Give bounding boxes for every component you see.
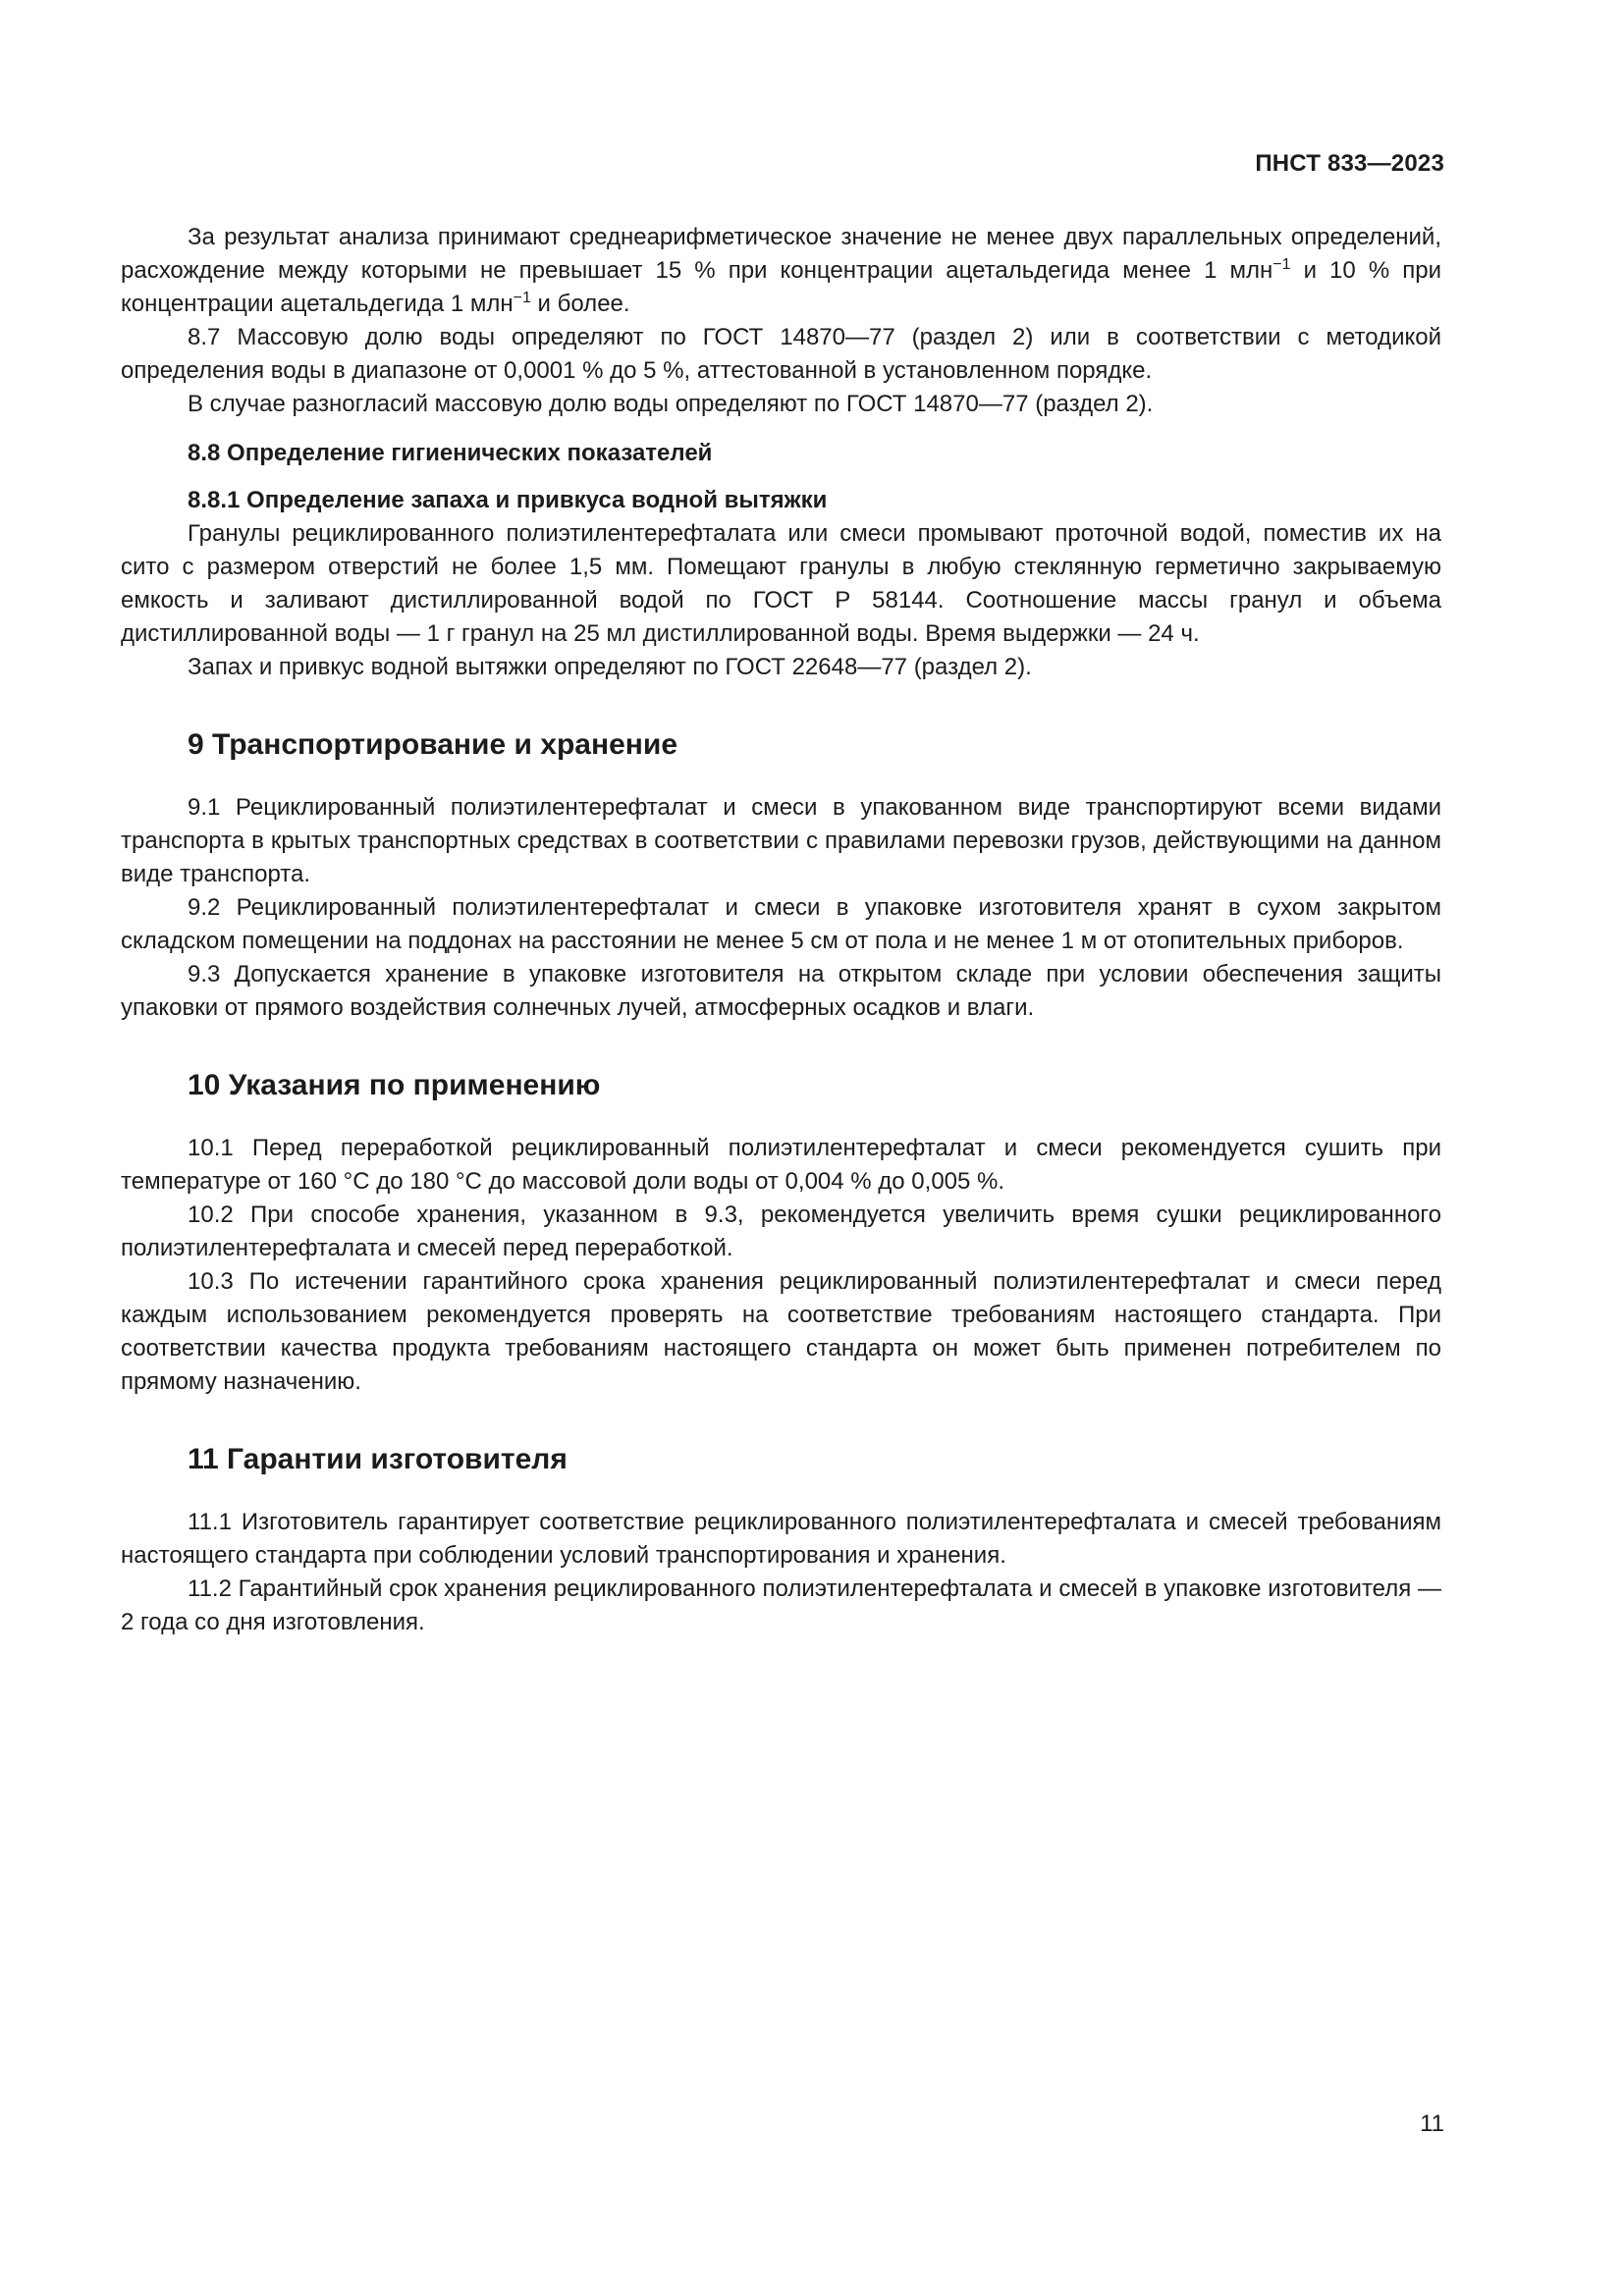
subsection-heading-8-8-1: 8.8.1 Определение запаха и привкуса водной вытяжки [188,487,828,513]
paragraph-10-1: 10.1 Перед переработкой рециклированный полиэтилентерефталат и смеси рекомендуется сушить при температуре от 160 °С до 180 °С до массовой доли воды от 0,004 % до 0,005 %. [121,1135,1441,1195]
paragraph-8-8-1-odor: Запах и привкус водной вытяжки определяют по ГОСТ 22648—77 (раздел 2). [188,654,1032,680]
paragraph-10-3: 10.3 По истечении гарантийного срока хранения рециклированный полиэтилентерефталат и смеси перед каждым использованием рекомендуется проверять на соответствие требованиям настоящего стандарта. При соответствии качества продукта требованиям настоящего стандарта он может быть применен потребителем по прямому назначению. [121,1268,1441,1395]
section-heading-9: 9 Транспортирование и хранение [188,728,678,761]
paragraph-analysis-result: За результат анализа принимают среднеарифметическое значение не менее двух параллельных определений, расхождение между которыми не превышает 15 % при концентрации ацетальдегида менее 1 млн$^{-1}$ и 10 % при концентрации ацетальдегида 1 млн$^{-1}$ и более. [121,224,1441,317]
section-heading-11: 11 Гарантии изготовителя [188,1443,568,1475]
paragraph-8-8-1: Гранулы рециклированного полиэтилентерефталата или смеси промывают проточной водой, поместив их на сито с размером отверстий не более 1,5 мм. Помещают гранулы в любую стеклянную герметично закрываемую емкость и заливают дистиллированной водой по ГОСТ Р 58144. Соотношение массы гранул и объема дистиллированной воды — 1 г гранул на 25 мл дистиллированной воды. Время выдержки — 24 ч. [121,520,1441,647]
subsection-heading-8-8: 8.8 Определение гигиенических показателей [188,440,713,466]
superscript: −1 [1272,256,1291,273]
paragraph-11-2: 11.2 Гарантийный срок хранения рециклированного полиэтилентерефталата и смесей в упаковке изготовителя — 2 года со дня изготовления. [121,1575,1441,1635]
page-content [121,221,1441,1639]
paragraph-8-7-disagreement: В случае разногласий массовую долю воды определяют по ГОСТ 14870—77 (раздел 2). [188,391,1154,417]
paragraph-11-1: 11.1 Изготовитель гарантирует соответствие рециклированного полиэтилентерефталата и смесей требованиям настоящего стандарта при соблюдении условий транспортирования и хранения. [121,1509,1441,1569]
section-heading-10: 10 Указания по применению [188,1069,601,1101]
superscript: −1 [513,290,531,306]
paragraph-9-1: 9.1 Рециклированный полиэтилентерефталат и смеси в упакованном виде транспортируют всеми видами транспорта в крытых транспортных средствах в соответствии с правилами перевозки грузов, действующими на данном виде транспорта. [121,794,1441,887]
paragraph-10-2: 10.2 При способе хранения, указанном в 9.3, рекомендуется увеличить время сушки рециклированного полиэтилентерефталата и смесей перед переработкой. [121,1201,1441,1261]
paragraph-9-2: 9.2 Рециклированный полиэтилентерефталат и смеси в упаковке изготовителя хранят в сухом закрытом складском помещении на поддонах на расстоянии не менее 5 см от пола и не менее 1 м от отопительных приборов. [121,894,1441,954]
paragraph-9-3: 9.3 Допускается хранение в упаковке изготовителя на открытом складе при условии обеспечения защиты упаковки от прямого воздействия солнечных лучей, атмосферных осадков и влаги. [121,961,1441,1021]
paragraph-8-7: 8.7 Массовую долю воды определяют по ГОСТ 14870—77 (раздел 2) или в соответствии с методикой определения воды в диапазоне от 0,0001 % до 5 %, аттестованной в установленном порядке. [121,324,1441,384]
document-number: ПНСТ 833—2023 [1255,150,1444,177]
page-number: 11 [1420,2110,1444,2137]
